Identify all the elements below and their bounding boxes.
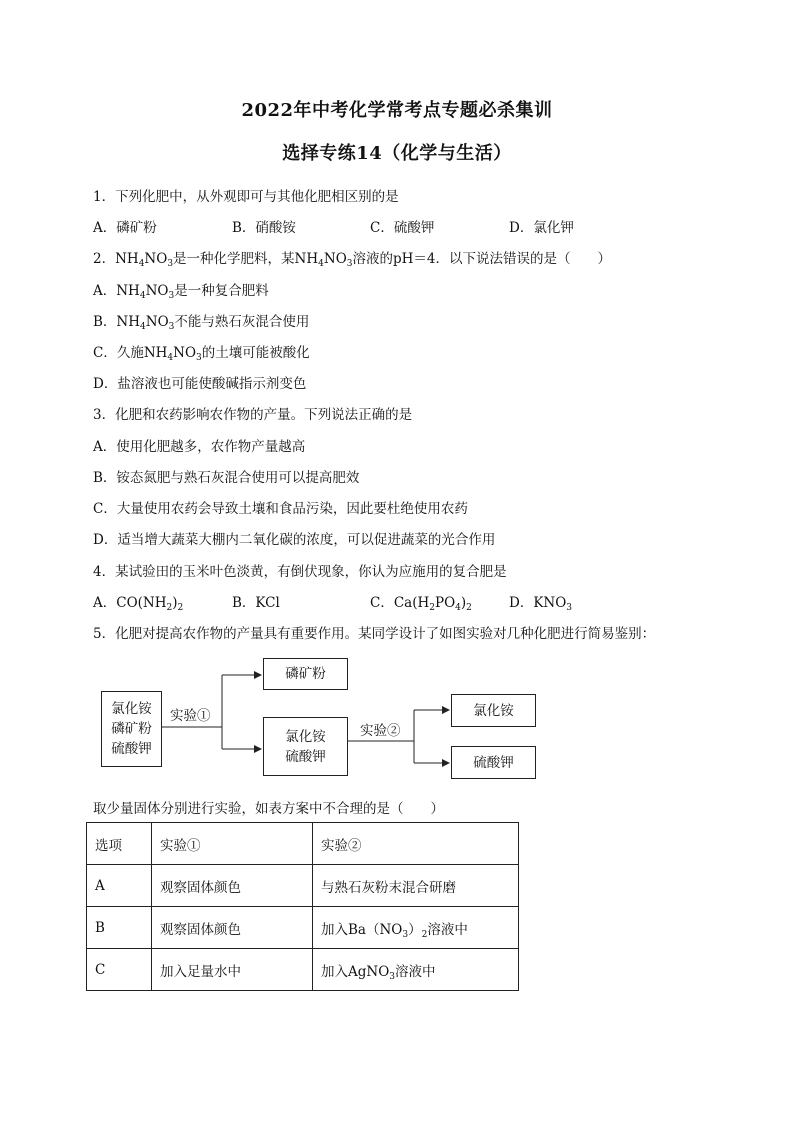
mid-item-2: 硫酸钾 (285, 748, 326, 765)
mid-box (263, 717, 348, 776)
q2-option-d: D．盐溶液也可能使酸碱指示剂变色 (93, 376, 307, 392)
q3-stem: 3．化肥和农药影响农作物的产量。下列说法正确的是 (93, 407, 413, 423)
document-title: 2022年中考化学常考点专题必杀集训 (241, 100, 553, 121)
q3-option-c: C．大量使用农药会导致土壤和食品污染，因此要杜绝使用农药 (93, 501, 468, 517)
document-subtitle: 选择专练14（化学与生活） (282, 143, 512, 164)
q1-option-b: B．硝酸铵 (232, 220, 296, 236)
header-exp1: 实验① (152, 823, 313, 865)
q3-option-a: A．使用化肥越多，农作物产量越高 (93, 439, 306, 455)
options-table (86, 822, 519, 991)
q3-option-d: D．适当增大蔬菜大棚内二氧化碳的浓度，可以促进蔬菜的光合作用 (93, 532, 496, 548)
table-row: C 加入足量水中 加入AgNO$_3$溶液中 (87, 949, 519, 991)
start-item-1: 氯化铵 (111, 701, 152, 717)
start-box (101, 691, 162, 767)
q1-option-c: C．硫酸钾 (370, 220, 435, 236)
q4-option-a: A．$CO(NH_2)_2$ (93, 595, 184, 613)
q2-stem: 2．$NH_4NO_3$是一种化学肥料，某$NH_4NO_3$溶液的pH＝4．以下说法错误的是（ ） (93, 251, 612, 269)
q1-option-d: D．氯化钾 (509, 220, 574, 236)
q4-option-c: C．$Ca(H_2PO_4)_2$ (370, 595, 472, 613)
q3-option-b: B．铵态氮肥与熟石灰混合使用可以提高肥效 (93, 470, 360, 486)
header-exp2: 实验② (313, 823, 519, 865)
q4-option-b: B．KCl (232, 595, 280, 611)
result-box-2: 硫酸钾 (451, 746, 536, 779)
header-option: 选项 (87, 823, 152, 865)
table-row: A 观察固体颜色 与熟石灰粉末混合研磨 (87, 865, 519, 907)
experiment-1-label: 实验① (170, 708, 211, 724)
table-row: B 观察固体颜色 加入$Ba(NO_3)_2$溶液中 (87, 907, 519, 949)
q2-option-a: A．$NH_4NO_3$是一种复合肥料 (93, 283, 269, 301)
mid-item-1: 氯化铵 (285, 728, 326, 745)
q4-option-d: D．$KNO_3$ (509, 595, 573, 613)
top-box: 磷矿粉 (263, 658, 348, 690)
q2-option-c: C．久施$NH_4NO_3$的土壤可能被酸化 (93, 345, 310, 363)
table-header-row (87, 823, 519, 865)
experiment-2-label: 实验② (360, 723, 401, 739)
q4-stem: 4．某试验田的玉米叶色淡黄，有倒伏现象，你认为应施用的复合肥是 (93, 564, 507, 580)
start-item-3: 硫酸钾 (111, 741, 152, 757)
q1-option-a: A．磷矿粉 (93, 220, 157, 236)
q5-stem: 5．化肥对提高农作物的产量具有重要作用。某同学设计了如图实验对几种化肥进行简易鉴别： (93, 626, 656, 642)
q2-option-b: B．$NH_4NO_3$不能与熟石灰混合使用 (93, 314, 310, 332)
start-item-2: 磷矿粉 (111, 721, 152, 737)
q5-table-intro: 取少量固体分别进行实验，如表方案中不合理的是（ ） (93, 801, 444, 817)
result-box-1: 氯化铵 (451, 694, 536, 727)
q1-stem: 1．下列化肥中，从外观即可与其他化肥相区别的是 (93, 189, 399, 205)
